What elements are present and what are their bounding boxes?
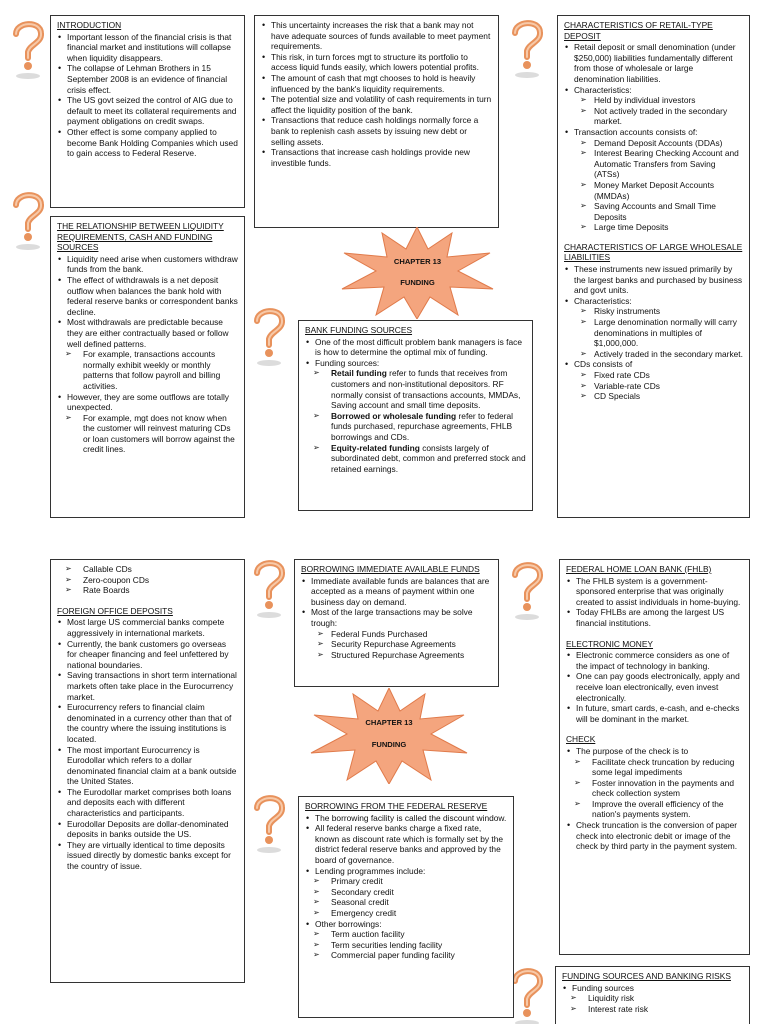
list-subitem: ➢ Actively traded in the secondary market. <box>564 349 743 360</box>
list-item: • These instruments new issued primarily by the largest banks and purchased by business and govt units. <box>564 264 743 296</box>
question-mark-icon <box>249 790 289 854</box>
list-subitem: ➢ Zero-coupon CDs <box>57 575 238 586</box>
list-item: • However, they are some outflows are totally unexpected. <box>57 392 238 413</box>
list-subitem: ➢ Callable CDs <box>57 564 238 575</box>
immediate-title: BORROWING IMMEDIATE AVAILABLE FUNDS <box>301 564 480 574</box>
list-subitem: ➢ Risky instruments <box>564 306 743 317</box>
list-item: • Other effect is some company applied to become Bank Holding Companies which used to gain access to Federal Reserve. <box>57 127 238 159</box>
foreign-office-deposits-box <box>50 559 245 983</box>
list-item: • Lending programmes include: <box>305 866 507 877</box>
list-subitem: ➢ Money Market Deposit Accounts (MMDAs) <box>564 180 743 201</box>
list-item: • Funding sources <box>562 983 743 994</box>
banking-risks-box <box>555 966 750 1024</box>
question-mark-icon <box>8 16 48 80</box>
list-subitem: ➢ Large time Deposits <box>564 222 743 233</box>
list-subitem: ➢ Federal Funds Purchased <box>301 629 492 640</box>
list-subitem: ➢ Secondary credit <box>305 887 507 898</box>
term-label: Equity-related funding <box>331 442 420 453</box>
list-item: • Most withdrawals are predictable because they are either contractually based or follow well defined patterns. <box>57 317 238 349</box>
list-item: • Electronic commerce considers as one of the impact of technology in banking. <box>566 650 743 671</box>
term-label: Retail funding <box>331 368 387 379</box>
list-item: • Currently, the bank customers go overseas for cheaper financing and feel unfettered by national boundaries. <box>57 639 238 671</box>
introduction-box <box>50 15 245 208</box>
list-subitem <box>305 368 526 410</box>
list-subitem: ➢ Facilitate check truncation by reducing some legal impediments <box>566 757 743 778</box>
deposit-characteristics-box <box>557 15 750 518</box>
wholesale-title: CHARACTERISTICS OF LARGE WHOLESALE LIABILITIES <box>564 241 743 263</box>
list-subitem: ➢ Term auction facility <box>305 929 507 940</box>
list-subitem: ➢ Interest Bearing Checking Account and Automatic Transfers from Saving (ATSs) <box>564 148 743 180</box>
list-item: • Eurocurrency refers to financial claim denominated in a currency other than that of the country where the issuing institutions is located. <box>57 702 238 744</box>
list-subitem: ➢ Improve the overall efficiency of the nation's payments system. <box>566 799 743 820</box>
list-item: • The purpose of the check is to <box>566 746 743 757</box>
list-subitem: ➢ Large denomination normally will carry denominations in multiples of $1,000,000. <box>564 317 743 349</box>
list-item: • Important lesson of the financial crisis is that financial market and institutions will collapse when liquidity disappears. <box>57 32 238 64</box>
check-title: CHECK <box>566 734 596 745</box>
list-subitem: ➢ Not actively traded in the secondary market. <box>564 106 743 127</box>
list-item: • Most large US commercial banks compete aggressively in international markets. <box>57 617 238 638</box>
term-text: refer to federal funds purchased, repurchase agreements, FHLB borrowings and CDs. <box>331 410 513 442</box>
uncertainty-box <box>254 15 499 228</box>
list-subitem: ➢ Fixed rate CDs <box>564 370 743 381</box>
list-item: • Retail deposit or small denomination (under $250,000) liabilities fundamentally different from those of wholesale or large denomination liabilities. <box>564 42 743 84</box>
list-item: • Today FHLBs are among the largest US financial institutions. <box>566 607 743 628</box>
list-subitem: ➢ For example, mgt does not know when the customer will reinvest maturing CDs or loan customers will borrow against the credit lines. <box>57 413 238 455</box>
federal-reserve-box <box>298 796 514 1018</box>
list-subitem: ➢ Commercial paper funding facility <box>305 950 507 961</box>
chapter-topic: FUNDING <box>371 740 407 749</box>
list-subitem: ➢ Demand Deposit Accounts (DDAs) <box>564 138 743 149</box>
list-subitem: ➢ Foster innovation in the payments and check collection system <box>566 778 743 799</box>
list-item: • Immediate available funds are balances that are accepted as a means of payment within one business day on demand. <box>301 576 492 608</box>
list-item: • Characteristics: <box>564 296 743 307</box>
list-item: • Transactions that reduce cash holdings normally force a bank to replenish cash assets by issuing new debt or selling assets. <box>261 115 492 147</box>
chapter-label: CHAPTER 13 <box>393 257 442 266</box>
list-item: • The effect of withdrawals is a net deposit outflow when balances the bank hold with federal reserve banks or correspondent banks decline. <box>57 275 238 317</box>
list-item: • This uncertainty increases the risk that a bank may not have adequate sources of funds available to meet payment requirements. <box>261 20 492 52</box>
list-item: • The Eurodollar market comprises both loans and deposits each with different characteristics and participants. <box>57 787 238 819</box>
list-subitem: ➢ Term securities lending facility <box>305 940 507 951</box>
list-subitem: ➢ Structured Repurchase Agreements <box>301 650 492 661</box>
foreign-title: FOREIGN OFFICE DEPOSITS <box>57 605 173 616</box>
chapter-topic: FUNDING <box>400 278 435 287</box>
list-item: • The potential size and volatility of cash requirements in turn affect the liquidity position of the bank. <box>261 94 492 115</box>
question-mark-icon <box>507 15 547 79</box>
list-item: • Transaction accounts consists of: <box>564 127 743 138</box>
fhlb-title: FEDERAL HOME LOAN BANK (FHLB) <box>566 564 712 574</box>
list-subitem: ➢ Held by individual investors <box>564 95 743 106</box>
list-subitem: ➢ CD Specials <box>564 391 743 402</box>
list-item: • The borrowing facility is called the discount window. <box>305 813 507 824</box>
list-item: • Check truncation is the conversion of paper check into electronic debit or image of the check by third party in the payment system. <box>566 820 743 852</box>
introduction-title: INTRODUCTION <box>57 20 122 30</box>
term-text: consists largely of subordinated debt, common and preferred stock and retained earnings. <box>331 442 526 474</box>
list-item: • The amount of cash that mgt chooses to hold is heavily influenced by the bank's liquidity requirements. <box>261 73 492 94</box>
list-item: • Liquidity need arise when customers withdraw funds from the bank. <box>57 254 238 275</box>
starburst-shape <box>340 227 495 319</box>
fhlb-emoney-check-box <box>559 559 750 955</box>
question-mark-icon <box>8 187 48 251</box>
risks-title: FUNDING SOURCES AND BANKING RISKS <box>562 971 731 981</box>
starburst-shape <box>309 688 469 784</box>
retail-title: CHARACTERISTICS OF RETAIL-TYPE DEPOSIT <box>564 20 713 41</box>
list-item: • This risk, in turn forces mgt to structure its portfolio to access liquid funds easily, which lowers potential profits. <box>261 52 492 73</box>
fed-title: BORROWING FROM THE FEDERAL RESERVE <box>305 801 488 811</box>
question-mark-icon <box>249 555 289 619</box>
list-item: • One can pay goods electronically, apply and receive loan electronically, even invest electronically. <box>566 671 743 703</box>
term-text: refer to funds that receives from customers and non-institutional depositors. RF normally consist of transactions accounts, MMDAs, Saving account and small time deposits. <box>331 368 521 411</box>
question-mark-icon <box>507 557 547 621</box>
list-subitem <box>305 443 526 475</box>
list-item: • In future, smart cards, e-cash, and e-checks will be dominant in the market. <box>566 703 743 724</box>
list-subitem: ➢ For example, transactions accounts normally exhibit weekly or monthly patterns that follow payroll and billing activities. <box>57 349 238 391</box>
list-item: • One of the most difficult problem bank managers is face is how to determine the optimal mix of funding. <box>305 337 526 358</box>
list-item: • Most of the large transactions may be solve trough: <box>301 607 492 628</box>
list-subitem: ➢ Rate Boards <box>57 585 238 596</box>
question-mark-icon <box>249 303 289 367</box>
list-item: • The collapse of Lehman Brothers in 15 September 2008 is an evidence of financial crisis effect. <box>57 63 238 95</box>
chapter-label: CHAPTER 13 <box>365 718 413 727</box>
list-item: • All federal reserve banks charge a fixed rate, known as discount rate which is formally set by the district federal reserve banks and approved by the board of governance. <box>305 823 507 865</box>
emoney-title: ELECTRONIC MONEY <box>566 638 654 649</box>
list-item: • Saving transactions in short term international markets often take place in the Eurocurrency market. <box>57 670 238 702</box>
list-item: • They are virtually identical to time deposits issued directly by domestic banks except for the country of issue. <box>57 840 238 872</box>
list-item: • CDs consists of <box>564 359 743 370</box>
list-subitem: ➢ Saving Accounts and Small Time Deposits <box>564 201 743 222</box>
list-item: • Other borrowings: <box>305 919 507 930</box>
list-subitem: ➢ Liquidity risk <box>562 993 743 1004</box>
liquidity-relationship-box <box>50 216 245 518</box>
list-subitem: ➢ Primary credit <box>305 876 507 887</box>
list-item: • The most important Eurocurrency is Eurodollar which refers to a dollar denominated financial claim at a bank outside the United States. <box>57 745 238 787</box>
liquidity-title: THE RELATIONSHIP BETWEEN LIQUIDITY REQUIREMENTS, CASH AND FUNDING SOURCES <box>57 221 224 253</box>
list-subitem: ➢ Variable-rate CDs <box>564 381 743 392</box>
list-subitem <box>305 411 526 443</box>
list-item: • The FHLB system is a government-sponsored enterprise that was originally created to assist individuals in home-buying. <box>566 576 743 608</box>
list-subitem: ➢ Emergency credit <box>305 908 507 919</box>
chapter-star-badge <box>340 227 495 319</box>
list-item: • Funding sources: <box>305 358 526 369</box>
list-item: • Eurodollar Deposits are dollar-denominated deposits in banks outside the US. <box>57 819 238 840</box>
list-item: • The US govt seized the control of AIG due to default to meet its collateral requirements and payment obligations on credit swaps. <box>57 95 238 127</box>
bank-funding-title: BANK FUNDING SOURCES <box>305 325 413 335</box>
bank-funding-sources-box <box>298 320 533 511</box>
chapter-star-badge <box>309 688 469 784</box>
list-item: • Characteristics: <box>564 85 743 96</box>
list-subitem: ➢ Security Repurchase Agreements <box>301 639 492 650</box>
list-item: • Transactions that increase cash holdings provide new investible funds. <box>261 147 492 168</box>
term-label: Borrowed or wholesale funding <box>331 410 457 421</box>
list-subitem: ➢ Seasonal credit <box>305 897 507 908</box>
immediate-funds-box <box>294 559 499 687</box>
list-subitem: ➢ Interest rate risk <box>562 1004 743 1015</box>
